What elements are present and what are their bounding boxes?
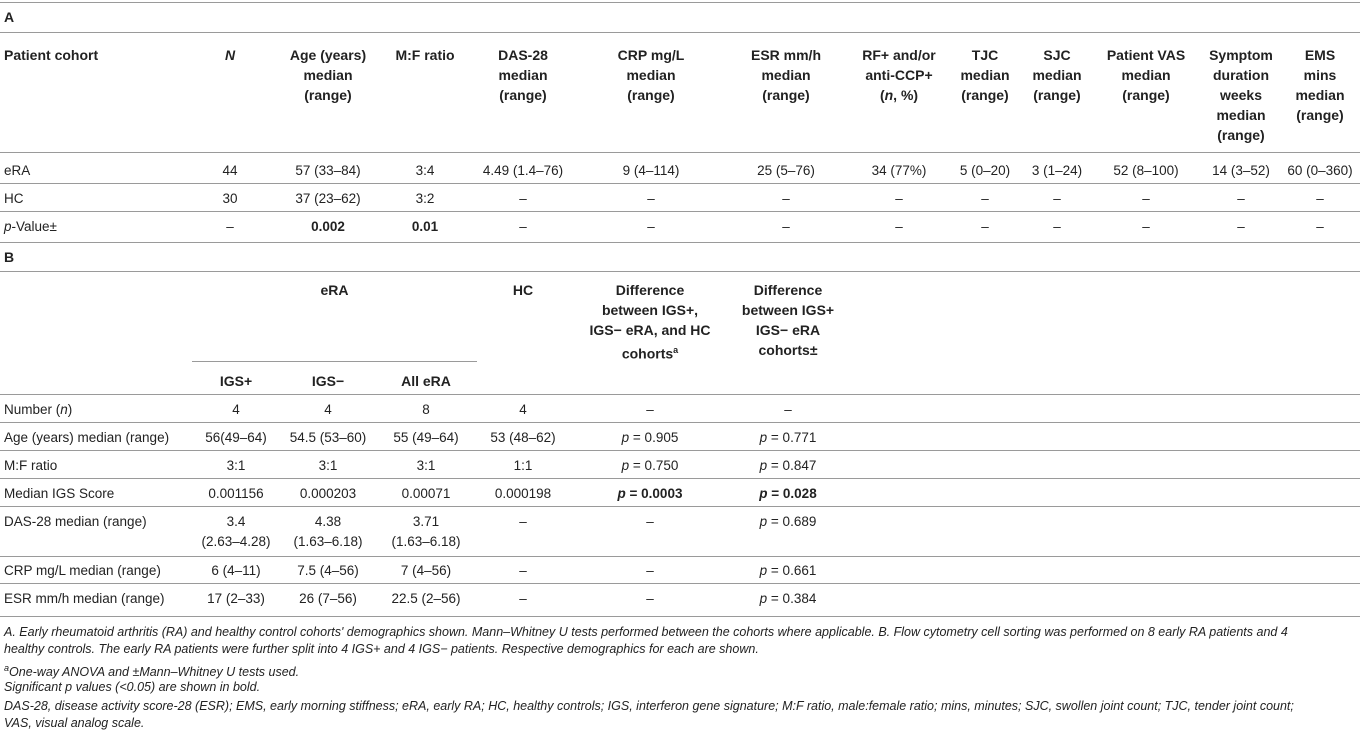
section-a-rule [0,32,1360,33]
footnote-4: Significant p values (<0.05) are shown in bold. [4,680,261,694]
table-b-label-das28: DAS-28 median (range) [4,514,147,529]
table-b-label-median-igs: Median IGS Score [4,486,115,501]
subheader-igs-negative: IGS− [311,373,345,389]
table-a-cell-p-value-mf-ratio: 0.01 [411,219,439,234]
table-b-cell-crp-d2: p = 0.661 [759,563,817,578]
table-b-cell-esr-all: 22.5 (2–56) [391,591,461,606]
table-b-cell-median-igs-hc: 0.000198 [494,486,552,501]
footnote-1: A. Early rheumatoid arthritis (RA) and healthy control cohorts' demographics shown. Mann–Whitney U tests performed between the cohorts where applicable. B. Flow cytometry cell sorting was performed on 8 early RA patients and 4 [4,625,1288,639]
table-a-cell-p-value-das28: – [519,219,527,234]
table-b-cell-crp-igsp: 6 (4–11) [211,563,261,578]
table-b-cell-median-igs-d1: p = 0.0003 [617,486,683,501]
table-a-cell-era-das28: 4.49 (1.4–76) [482,163,564,178]
table-a-cell-p-value-ems: – [1316,219,1324,234]
section-a-header-rule [0,152,1360,153]
table-b-cell-mf-ratio-igsm: 3:1 [318,458,338,473]
header-difference-igs-cohorts: Difference between IGS+ IGS− eRA cohorts± [741,282,835,358]
table-a-cell-hc-age: 37 (23–62) [295,191,361,206]
table-b-cell-mf-ratio-d1: p = 0.750 [621,458,679,473]
table-a-cell-p-value-symptom-duration: – [1237,219,1245,234]
table-a-cell-hc-sjc: – [1053,191,1061,206]
table-b-cell-age-d1: p = 0.905 [621,430,679,445]
header-patient-vas: Patient VAS median (range) [1106,47,1186,103]
section-b-label: B [4,249,15,265]
table-b-cell-das28-d1: – [646,514,654,529]
table-a-cell-hc-n: 30 [222,191,238,206]
table-a-cell-p-value-patient-vas: – [1142,219,1150,234]
era-group-underline [192,361,477,362]
table-b-cell-number-all: 8 [422,402,430,417]
header-crp: CRP mg/L median (range) [617,47,685,103]
section-b-header-rule [0,394,1360,395]
table-a-cell-era-patient-cohort: eRA [4,163,31,178]
section-a-label: A [4,9,15,25]
table-b-cell-mf-ratio-hc: 1:1 [513,458,533,473]
table-a-cell-p-value-tjc: – [981,219,989,234]
table-b-label-crp: CRP mg/L median (range) [4,563,161,578]
header-n: N [224,47,236,63]
header-das28: DAS-28 median (range) [498,47,548,103]
table-a-cell-hc-tjc: – [981,191,989,206]
table-a-cell-p-value-patient-cohort: p-Value± [4,219,57,234]
row-divider [0,478,1360,479]
row-divider [0,211,1360,212]
header-tjc: TJC median (range) [960,47,1010,103]
table-a-cell-hc-mf-ratio: 3:2 [415,191,435,206]
row-divider [0,506,1360,507]
table-b-label-number: Number (n) [4,402,73,417]
table-a-cell-era-patient-vas: 52 (8–100) [1113,163,1179,178]
table-b-cell-mf-ratio-d2: p = 0.847 [759,458,817,473]
table-b-cell-age-all: 55 (49–64) [393,430,459,445]
table-b-cell-crp-d1: – [646,563,654,578]
table-a-cell-era-rf-ccp: 34 (77%) [871,163,927,178]
header-difference-all-cohorts: Difference between IGS+, IGS− eRA, and HC cohorts$^a$ [589,282,711,362]
header-esr: ESR mm/h median (range) [750,47,821,103]
section-b-top-rule [0,242,1360,243]
subheader-all-era: All eRA [401,373,451,389]
header-mf-ratio: M:F ratio [395,47,455,63]
table-a-cell-hc-crp: – [647,191,655,206]
table-a-cell-era-mf-ratio: 3:4 [415,163,435,178]
header-patient-cohort: Patient cohort [4,47,99,63]
table-b-cell-age-igsp: 56(49–64) [205,430,267,445]
table-a-cell-era-sjc: 3 (1–24) [1031,163,1083,178]
table-b-cell-mf-ratio-igsp: 3:1 [226,458,246,473]
table-a-cell-hc-esr: – [782,191,790,206]
table-a-cell-hc-symptom-duration: – [1237,191,1245,206]
table-a-cell-hc-ems: – [1316,191,1324,206]
table-a-cell-p-value-age: 0.002 [311,219,345,234]
table-b-cell-esr-d2: p = 0.384 [759,591,817,606]
section-b-rule [0,271,1360,272]
table-a-cell-p-value-esr: – [782,219,790,234]
table-b-cell-median-igs-igsp: 0.001156 [208,486,264,501]
row-divider [0,556,1360,557]
table-b-cell-median-igs-igsm: 0.000203 [299,486,357,501]
table-a-cell-era-n: 44 [222,163,238,178]
table-b-cell-das28-igsp: 3.4 (2.63–4.28) [201,514,271,549]
table-a-cell-hc-patient-vas: – [1142,191,1150,206]
header-sjc: SJC median (range) [1032,47,1082,103]
table-b-cell-crp-all: 7 (4–56) [400,563,452,578]
header-rf-ccp: RF+ and/or anti-CCP+ (n, %) [862,47,936,103]
table-b-cell-age-igsm: 54.5 (53–60) [289,430,367,445]
table-a-cell-p-value-sjc: – [1053,219,1061,234]
footnote-3: $^a$One-way ANOVA and ±Mann–Whitney U tests used. [4,663,300,680]
row-divider [0,583,1360,584]
table-b-cell-esr-igsm: 26 (7–56) [299,591,357,606]
header-age: Age (years) median (range) [289,47,367,103]
group-header-era: eRA [320,282,349,298]
table-b-cell-number-hc: 4 [519,402,527,417]
footnote-2: healthy controls. The early RA patients were further split into 4 IGS+ and 4 IGS− patients. Respective demographics for each are shown. [4,642,759,656]
footnote-6: VAS, visual analog scale. [4,716,145,730]
table-b-cell-age-d2: p = 0.771 [759,430,817,445]
table-b-cell-number-d2: – [784,402,792,417]
table-a-cell-era-esr: 25 (5–76) [757,163,815,178]
table-b-cell-median-igs-d2: p = 0.028 [759,486,817,501]
row-divider [0,422,1360,423]
table-b-cell-crp-hc: – [519,563,527,578]
table-b-cell-crp-igsm: 7.5 (4–56) [297,563,359,578]
table-a-cell-era-crp: 9 (4–114) [622,163,680,178]
table-b-cell-das28-all: 3.71 (1.63–6.18) [391,514,461,549]
footnote-5: DAS-28, disease activity score-28 (ESR); EMS, early morning stiffness; eRA, early RA; HC, healthy controls; IGS, interferon gene signature; M:F ratio, male:female ratio; mins, minutes; SJC, swollen joint count; TJC, tender joint count; [4,699,1294,713]
table-b-cell-number-igsm: 4 [324,402,332,417]
table-b-cell-das28-igsm: 4.38 (1.63–6.18) [293,514,363,549]
table-a-cell-p-value-n: – [226,219,234,234]
table-a-cell-hc-rf-ccp: – [895,191,903,206]
table-a-cell-era-tjc: 5 (0–20) [959,163,1011,178]
table-b-label-age: Age (years) median (range) [4,430,170,445]
table-a-cell-hc-patient-cohort: HC [4,191,24,206]
row-divider [0,450,1360,451]
table-b-cell-number-igsp: 4 [232,402,240,417]
table-b-cell-number-d1: – [646,402,654,417]
header-symptom-duration: Symptom duration weeks median (range) [1209,47,1273,143]
table-b-label-esr: ESR mm/h median (range) [4,591,165,606]
table-a-cell-p-value-crp: – [647,219,655,234]
table-b-cell-das28-d2: p = 0.689 [759,514,817,529]
table-b-cell-esr-d1: – [646,591,654,606]
bottom-rule [0,616,1360,617]
table-a-cell-era-symptom-duration: 14 (3–52) [1212,163,1270,178]
row-divider [0,183,1360,184]
table-a-cell-p-value-rf-ccp: – [895,219,903,234]
table-b-cell-mf-ratio-all: 3:1 [416,458,436,473]
group-header-hc: HC [512,282,534,298]
table-b-cell-esr-igsp: 17 (2–33) [207,591,265,606]
subheader-igs-positive: IGS+ [219,373,253,389]
table-a-cell-hc-das28: – [519,191,527,206]
table-a-cell-era-age: 57 (33–84) [295,163,361,178]
table-a-cell-era-ems: 60 (0–360) [1287,163,1353,178]
table-b-cell-esr-hc: – [519,591,527,606]
header-ems: EMS mins median (range) [1295,47,1345,123]
table-b-cell-das28-hc: – [519,514,527,529]
table-b-cell-age-hc: 53 (48–62) [490,430,556,445]
top-rule [0,2,1360,3]
table-b-cell-median-igs-all: 0.00071 [401,486,451,501]
table-b-label-mf-ratio: M:F ratio [4,458,58,473]
